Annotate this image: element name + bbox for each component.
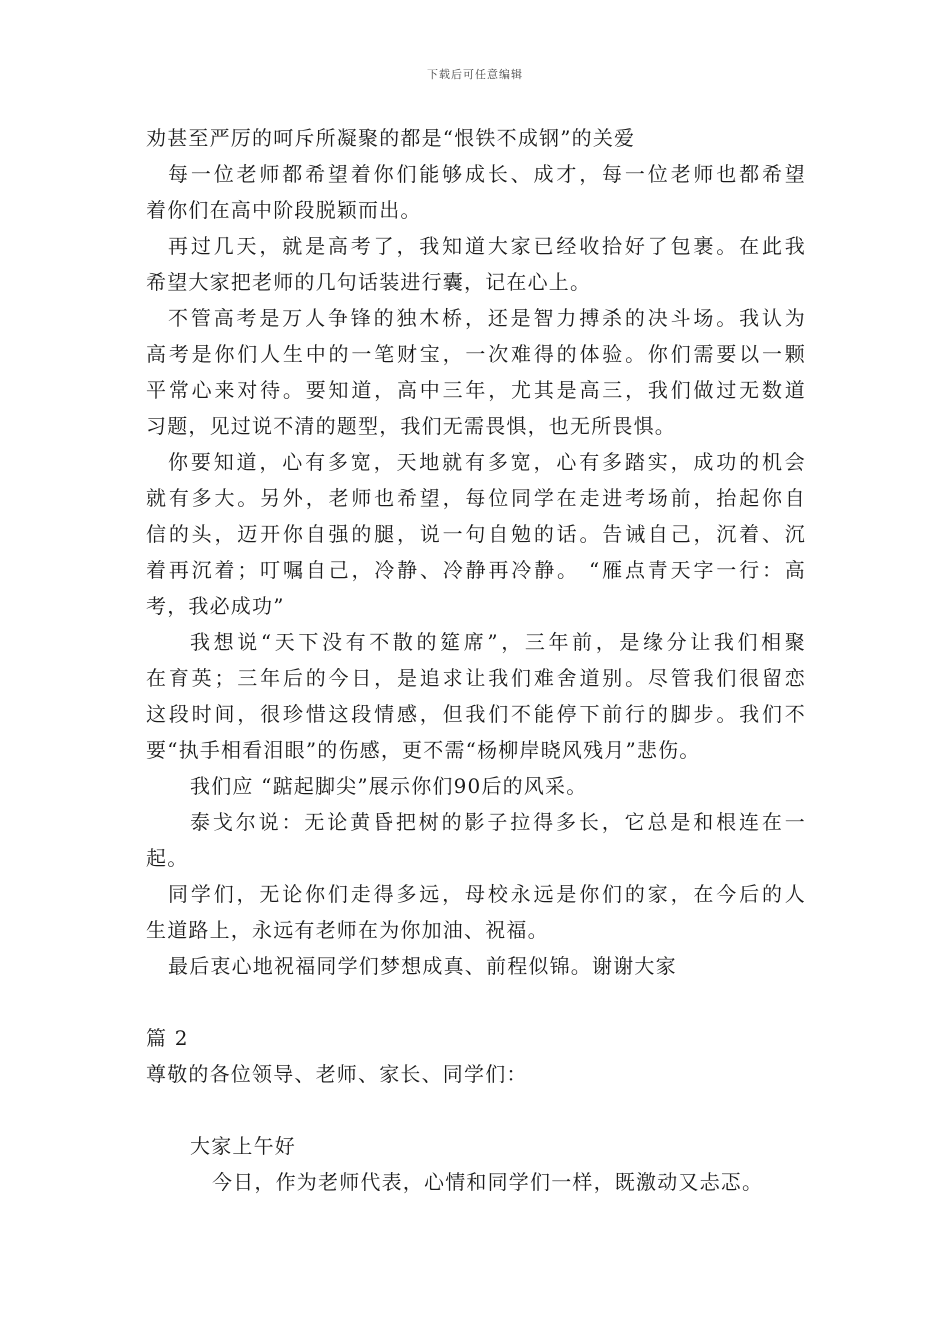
paragraph-line: 最后衷心地祝福同学们梦想成真、前程似锦。谢谢大家 (168, 954, 677, 978)
page-header: 下载后可任意编辑 (427, 68, 523, 81)
paragraph-line: 起。 (146, 846, 189, 870)
paragraph-line: 每一位老师都希望着你们能够成长、成才，每一位老师也都希望 (168, 162, 806, 186)
salutation: 尊敬的各位领导、老师、家长、同学们： (146, 1062, 528, 1086)
paragraph-line: 就有多大。另外，老师也希望，每位同学在走进考场前，抬起你自 (146, 486, 806, 510)
paragraph-line: 考，我必成功” (146, 594, 285, 618)
document-body (146, 120, 806, 1200)
paragraph-line: 你要知道，心有多宽，天地就有多宽，心有多踏实，成功的机会 (168, 450, 806, 474)
paragraph-line: 泰戈尔说：无论黄昏把树的影子拉得多长，它总是和根连在一 (190, 810, 806, 834)
paragraph-line: 这段时间，很珍惜这段情感，但我们不能停下前行的脚步。我们不 (146, 702, 806, 726)
paragraph-line: 希望大家把老师的几句话装进行囊，记在心上。 (146, 270, 592, 294)
paragraph-line: 生道路上，永远有老师在为你加油、祝福。 (146, 918, 549, 942)
section-heading: 篇 2 (146, 1026, 189, 1050)
paragraph-line: 着你们在高中阶段脱颖而出。 (146, 198, 422, 222)
paragraph-line: 劝甚至严厉的呵斥所凝聚的都是“恨铁不成钢”的关爱 (146, 126, 636, 150)
paragraph-line: 平常心来对待。要知道，高中三年，尤其是高三，我们做过无数道 (146, 378, 806, 402)
paragraph-line: 我们应 “踮起脚尖”展示你们90后的风采。 (190, 774, 588, 798)
blank-line (146, 984, 806, 1020)
paragraph-line: 要“执手相看泪眼”的伤感，更不需“杨柳岸晓风残月”悲伤。 (146, 738, 701, 762)
paragraph-line: 不管高考是万人争锋的独木桥，还是智力搏杀的决斗场。我认为 (168, 306, 806, 330)
paragraph-line: 着再沉着；叮嘱自己，冷静、冷静再冷静。 “雁点青天字一行：高 (146, 558, 806, 582)
blank-line (146, 1092, 806, 1128)
paragraph-line: 我想说“天下没有不散的筵席”，三年前，是缘分让我们相聚 (190, 630, 806, 654)
greeting-line: 大家上午好 (190, 1134, 296, 1158)
paragraph-line: 高考是你们人生中的一笔财宝，一次难得的体验。你们需要以一颗 (146, 342, 806, 366)
paragraph-line: 习题，见过说不清的题型，我们无需畏惧，也无所畏惧。 (146, 414, 676, 438)
paragraph-line: 再过几天，就是高考了，我知道大家已经收拾好了包裹。在此我 (168, 234, 806, 258)
paragraph-line: 同学们，无论你们走得多远，母校永远是你们的家，在今后的人 (168, 882, 806, 906)
paragraph-line: 在育英；三年后的今日，是追求让我们难舍道别。尽管我们很留恋 (146, 666, 806, 690)
paragraph-line: 今日，作为老师代表，心情和同学们一样，既激动又忐忑。 (212, 1170, 764, 1194)
paragraph-line: 信的头，迈开你自强的腿，说一句自勉的话。告诫自己，沉着、沉 (146, 522, 806, 546)
